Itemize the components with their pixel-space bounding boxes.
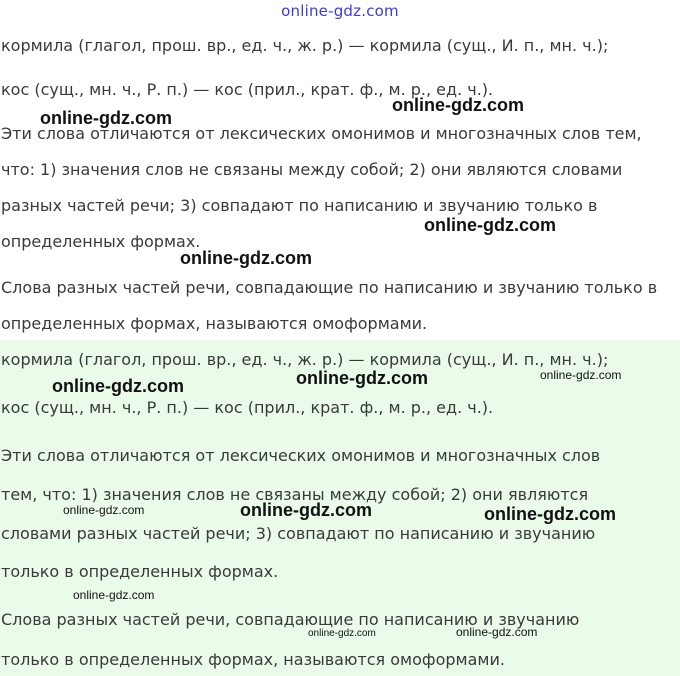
text-line: тем, что: 1) значения слов не связаны между собой; 2) они являются bbox=[1, 485, 589, 504]
watermark: online-gdz.com bbox=[52, 376, 184, 396]
text-line: Слова разных частей речи, совпадающие по написанию и звучанию только в bbox=[1, 278, 658, 297]
watermark: online-gdz.com bbox=[540, 368, 622, 382]
text-line: разных частей речи; 3) совпадают по написанию и звучанию только в bbox=[1, 196, 598, 215]
watermark: online-gdz.com bbox=[424, 215, 556, 235]
text-line: что: 1) значения слов не связаны между собой; 2) они являются словами bbox=[1, 160, 623, 179]
text-line: определенных формах, называются омоформами. bbox=[1, 314, 428, 333]
text-line: только в определенных формах, называются омоформами. bbox=[1, 650, 505, 669]
text-line: кос (сущ., мн. ч., Р. п.) — кос (прил., крат. ф., м. р., ед. ч.). bbox=[1, 398, 494, 417]
text-line: кос (сущ., мн. ч., Р. п.) — кос (прил., крат. ф., м. р., ед. ч.). bbox=[1, 80, 494, 99]
text-line: определенных формах. bbox=[1, 232, 201, 251]
site-header-link[interactable]: online-gdz.com bbox=[281, 2, 399, 20]
watermark: online-gdz.com bbox=[180, 248, 312, 268]
watermark: online-gdz.com bbox=[456, 625, 538, 639]
watermark: online-gdz.com bbox=[484, 504, 616, 524]
watermark: online-gdz.com bbox=[240, 500, 372, 520]
watermark: online-gdz.com bbox=[73, 588, 155, 602]
watermark: online-gdz.com bbox=[296, 368, 428, 388]
text-line: только в определенных формах. bbox=[1, 562, 279, 581]
watermark: online-gdz.com bbox=[63, 503, 145, 517]
text-line: Эти слова отличаются от лексических омонимов и многозначных слов bbox=[1, 446, 601, 465]
text-line: кормила (глагол, прош. вр., ед. ч., ж. р.) — кормила (сущ., И. п., мн. ч.); bbox=[1, 350, 609, 369]
text-line: кормила (глагол, прош. вр., ед. ч., ж. р.) — кормила (сущ., И. п., мн. ч.); bbox=[1, 36, 609, 55]
watermark: online-gdz.com bbox=[308, 628, 376, 639]
answer-block-plain bbox=[0, 28, 680, 340]
text-line: словами разных частей речи; 3) совпадают по написанию и звучанию bbox=[1, 524, 596, 543]
watermark: online-gdz.com bbox=[392, 95, 524, 115]
text-line: Эти слова отличаются от лексических омонимов и многозначных слов тем, bbox=[1, 124, 642, 143]
watermark: online-gdz.com bbox=[40, 108, 172, 128]
text-line: Слова разных частей речи, совпадающие по написанию и звучанию bbox=[1, 610, 580, 629]
